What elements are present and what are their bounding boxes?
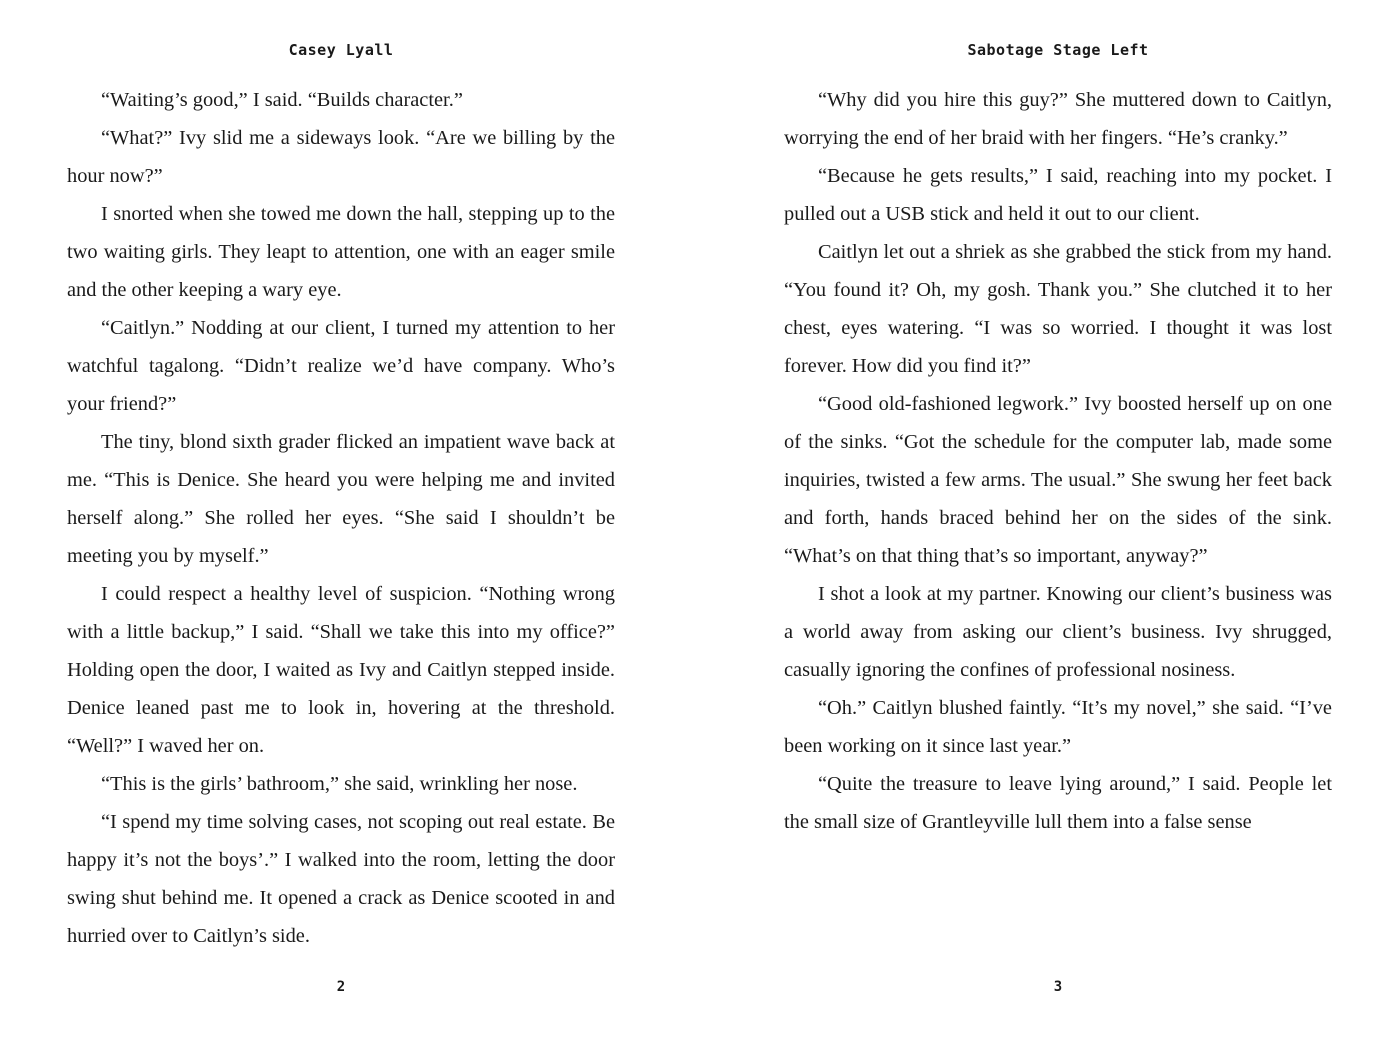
- paragraph: “Quite the treasure to leave lying around,” I said. People let the small size of Grantleyville lull them into a false sense: [784, 773, 1332, 833]
- paragraph: “Why did you hire this guy?” She muttered down to Caitlyn, worrying the end of her braid with her fingers. “He’s cranky.”: [784, 89, 1332, 149]
- right-page: [784, 0, 1332, 1041]
- page-number-right: 3: [1053, 979, 1063, 995]
- paragraph: Caitlyn let out a shriek as she grabbed the stick from my hand. “You found it? Oh, my gosh. Thank you.” She clutched it to her chest, eyes watering. “I was so worried. I thought it was lost forever. How did you find it?”: [784, 241, 1332, 377]
- paragraph: “Waiting’s good,” I said. “Builds character.”: [101, 89, 463, 111]
- paragraph: “Oh.” Caitlyn blushed faintly. “It’s my novel,” she said. “I’ve been working on it since last year.”: [784, 697, 1332, 757]
- right-page-body: [784, 81, 1332, 841]
- paragraph: The tiny, blond sixth grader flicked an impatient wave back at me. “This is Denice. She heard you were helping me and invited herself along.” She rolled her eyes. “She said I shouldn’t be meeting you by myself.”: [67, 431, 615, 567]
- paragraph: “Caitlyn.” Nodding at our client, I turned my attention to her watchful tagalong. “Didn’t realize we’d have company. Who’s your friend?”: [67, 317, 615, 415]
- left-page: [67, 0, 615, 1041]
- paragraph: “I spend my time solving cases, not scoping out real estate. Be happy it’s not the boys’.” I walked into the room, letting the door swing shut behind me. It opened a crack as Denice scooted in and hurried over to Caitlyn’s side.: [67, 811, 615, 947]
- page-number-left: 2: [336, 979, 346, 995]
- paragraph: I shot a look at my partner. Knowing our client’s business was a world away from asking our client’s business. Ivy shrugged, casually ignoring the confines of professional nosiness.: [784, 583, 1332, 681]
- paragraph: “What?” Ivy slid me a sideways look. “Are we billing by the hour now?”: [67, 127, 615, 187]
- paragraph: “Because he gets results,” I said, reaching into my pocket. I pulled out a USB stick and held it out to our client.: [784, 165, 1332, 225]
- paragraph: “Good old-fashioned legwork.” Ivy boosted herself up on one of the sinks. “Got the schedule for the computer lab, made some inquiries, twisted a few arms. The usual.” She swung her feet back and forth, hands braced behind her on the sides of the sink. “What’s on that thing that’s so important, anyway?”: [784, 393, 1332, 567]
- running-head-author: Casey Lyall: [288, 41, 394, 59]
- paragraph: I could respect a healthy level of suspicion. “Nothing wrong with a little backup,” I said. “Shall we take this into my office?” Holding open the door, I waited as Ivy and Caitlyn stepped inside. Denice leaned past me to look in, hovering at the threshold. “Well?” I waved her on.: [67, 583, 615, 757]
- running-head-title: Sabotage Stage Left: [967, 41, 1149, 59]
- paragraph: I snorted when she towed me down the hall, stepping up to the two waiting girls. They leapt to attention, one with an eager smile and the other keeping a wary eye.: [67, 203, 615, 301]
- left-page-body: [67, 81, 615, 955]
- paragraph: “This is the girls’ bathroom,” she said, wrinkling her nose.: [101, 773, 578, 795]
